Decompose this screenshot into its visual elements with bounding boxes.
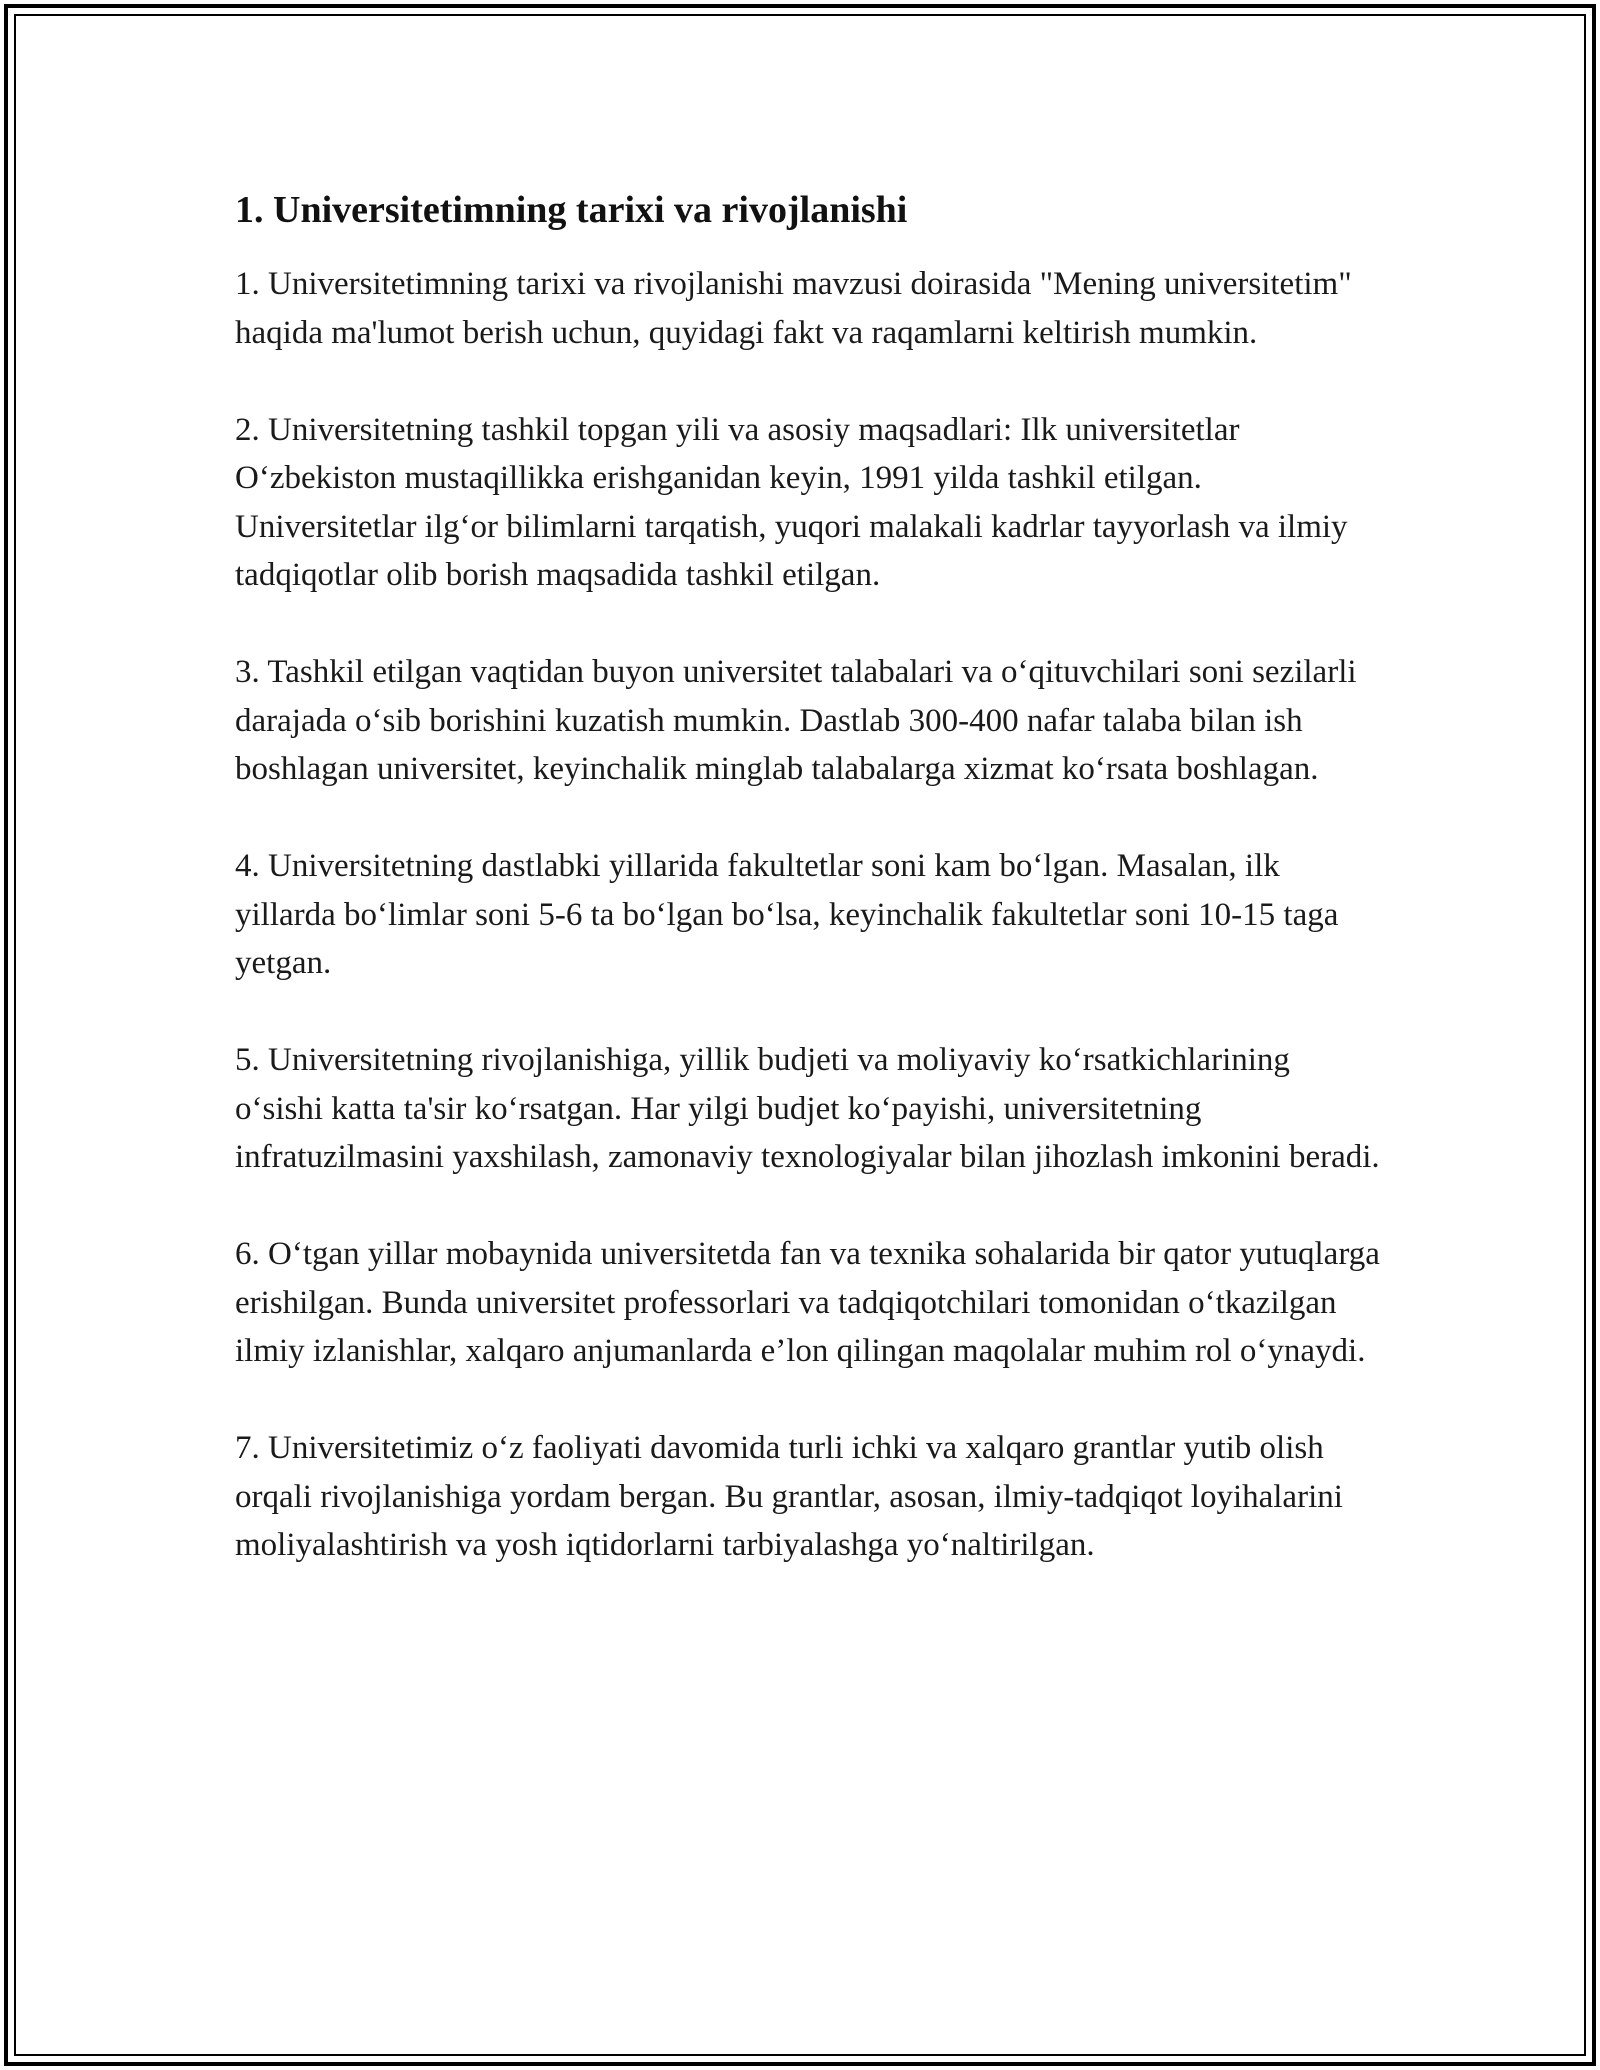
paragraph-6: 6. O‘tgan yillar mobaynida universitetda fan va texnika sohalarida bir qator yutuqlarga erishilgan. Bunda universitet professorlari va tadqiqotchilari tomonidan o‘tkazilgan ilmiy izlanishlar, xalqaro anjumanlarda e’lon qilingan maqolalar muhim rol o‘ynaydi. [235, 1236, 1380, 1369]
paragraph-5: 5. Universitetning rivojlanishiga, yillik budjeti va moliyaviy ko‘rsatkichlarining o‘sishi katta ta'sir ko‘rsatgan. Har yilgi budjet ko‘payishi, universitetning infratuzilmasini yaxshilash, zamonaviy texnologiyalar bilan jihozlash imkonini beradi. [235, 1042, 1380, 1175]
paragraph-3: 3. Tashkil etilgan vaqtidan buyon universitet talabalari va o‘qituvchilari soni sezilarli darajada o‘sib borishini kuzatish mumkin. Dastlab 300-400 nafar talaba bilan ish boshlagan universitet, keyinchalik minglab talabalarga xizmat ko‘rsata boshlagan. [235, 654, 1357, 787]
document-body [235, 186, 1385, 1618]
paragraph-2: 2. Universitetning tashkil topgan yili va asosiy maqsadlari: Ilk universitetlar O‘zbekiston mustaqillikka erishganidan keyin, 1991 yilda tashkil etilgan. Universitetlar ilg‘or bilimlarni tarqatish, yuqori malakali kadrlar tayyorlash va ilmiy tadqiqotlar olib borish maqsadida tashkil etilgan. [235, 411, 1348, 593]
paragraph-4: 4. Universitetning dastlabki yillarida fakultetlar soni kam bo‘lgan. Masalan, ilk yillarda bo‘limlar soni 5-6 ta bo‘lgan bo‘lsa, keyinchalik fakultetlar soni 10-15 taga yetgan. [235, 848, 1339, 981]
paragraph-7: 7. Universitetimiz o‘z faoliyati davomida turli ichki va xalqaro grantlar yutib olish orqali rivojlanishiga yordam bergan. Bu grantlar, asosan, ilmiy-tadqiqot loyihalarini moliyalashtirish va yosh iqtidorlarni tarbiyalashga yo‘naltirilgan. [235, 1430, 1343, 1563]
paragraph-1: 1. Universitetimning tarixi va rivojlanishi mavzusi doirasida "Mening universitetim" haqida ma'lumot berish uchun, quyidagi fakt va raqamlarni keltirish mumkin. [235, 266, 1352, 351]
document-heading: 1. Universitetimning tarixi va rivojlanishi [235, 189, 908, 231]
